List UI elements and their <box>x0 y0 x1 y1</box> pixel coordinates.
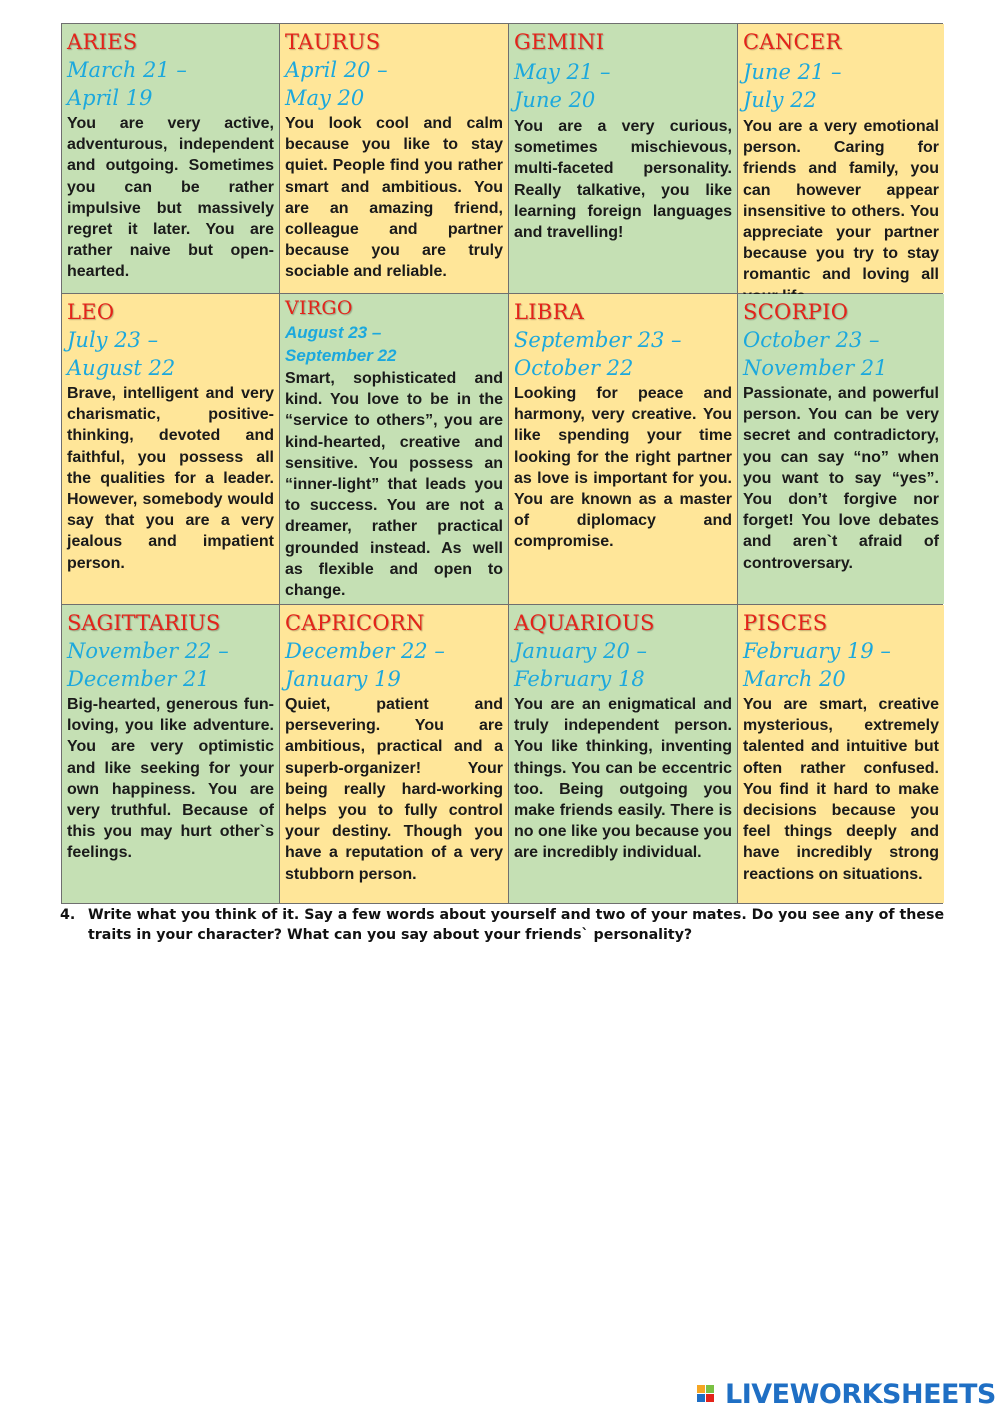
sign-description: Quiet, patient and persevering. You are ambitious, practical and a superb-organizer! Your being really hard-working helps you to fully control your destiny. Though you have a reputation of a very stubborn person. <box>285 696 503 883</box>
sign-name: CAPRICORN <box>285 611 425 635</box>
brand-logo <box>697 1378 996 1410</box>
zodiac-cell-sagittarius <box>62 605 280 903</box>
sign-date-start: September 23 – <box>514 328 682 352</box>
sign-date-end: October 22 <box>514 356 634 380</box>
sign-date-end: July 22 <box>743 88 817 112</box>
sign-date-start: July 23 – <box>67 328 159 352</box>
task-number: 4. <box>60 907 76 923</box>
zodiac-table <box>61 23 943 904</box>
sign-date-end: November 21 <box>743 356 888 380</box>
sign-description: Brave, intelligent and very charismatic, positive-thinking, devoted and faithful, you possess all the qualities for a leader. However, somebody would say that you are a very jealous and impatient person. <box>67 385 274 572</box>
sign-date-end: February 18 <box>514 667 645 691</box>
zodiac-cell-taurus <box>280 24 509 293</box>
zodiac-cell-leo <box>62 294 280 604</box>
zodiac-cell-gemini <box>509 24 738 293</box>
zodiac-row <box>62 605 942 903</box>
sign-date-end: December 21 <box>67 667 210 691</box>
sign-name: LEO <box>67 300 115 324</box>
zodiac-cell-libra <box>509 294 738 604</box>
sign-description: Smart, sophisticated and kind. You love to be in the “service to others”, you are kind-hearted, creative and sensitive. You possess an “inner-light” that leads you to success. You are not a dreamer, rather practical grounded instead. As well as flexible and open to change. <box>285 370 503 600</box>
sign-name: VIRGO <box>285 297 353 319</box>
sign-description: Big-hearted, generous fun-loving, you like adventure. You are very optimistic and like seeking for your own happiness. You are very truthful. Because of this you may hurt other`s feelings. <box>67 696 274 862</box>
sign-date-start: June 21 – <box>743 60 842 84</box>
sign-description: Passionate, and powerful person. You can be very secret and contradictory, you can say “no” when you want to say “yes”. You don’t forgive nor forget! You love debates and aren`t afraid of controversary. <box>743 385 939 572</box>
zodiac-cell-aquarious <box>509 605 738 903</box>
sign-date-start: May 21 – <box>514 60 611 84</box>
task-instruction <box>60 905 970 945</box>
sign-date-end: March 20 <box>743 667 846 691</box>
sign-name: PISCES <box>743 611 828 635</box>
sign-name: AQUARIOUS <box>514 611 655 635</box>
sign-date-start: March 21 – <box>67 58 187 82</box>
sign-description: You are a very emotional person. Caring for friends and family, you can however appear insensitive to others. You appreciate your partner because you try to stay romantic and loving all <box>743 118 939 284</box>
sign-date-start: October 23 – <box>743 328 880 352</box>
sign-name: LIBRA <box>514 300 585 324</box>
sign-description: Looking for peace and harmony, very creative. You like spending your time looking for the right partner as love is important for you. You are known as a master of diplomacy and compromise. <box>514 385 732 551</box>
zodiac-cell-cancer <box>738 24 944 293</box>
sign-date-start: February 19 – <box>743 639 891 663</box>
sign-date-start: April 20 – <box>285 58 388 82</box>
sign-date-end: June 20 <box>514 88 596 112</box>
zodiac-row <box>62 24 942 294</box>
task-text: Write what you think of it. Say a few words about yourself and two of your mates. Do you see any of these traits in your character? What can you say about your friends` personality? <box>88 907 945 943</box>
zodiac-cell-scorpio <box>738 294 944 604</box>
brand-name: LIVEWORKSHEETS <box>725 1378 996 1410</box>
sign-date-start: November 22 – <box>67 639 229 663</box>
sign-date-end: May 20 <box>285 86 365 110</box>
sign-name: TAURUS <box>285 30 381 54</box>
sign-description: You are smart, creative mysterious, extremely talented and intuitive but often rather confused. You find it hard to make decisions because you feel things deeply and have incredibly strong reactions on situations. <box>743 696 939 883</box>
sign-date-end: January 19 <box>285 667 401 691</box>
liveworksheets-logo-icon <box>697 1381 723 1407</box>
zodiac-cell-capricorn <box>280 605 509 903</box>
sign-date-start: December 22 – <box>285 639 445 663</box>
sign-description: You are very active, adventurous, independent and outgoing. Sometimes you can be rather impulsive but massively regret it later. You are rather naive but open-hearted. <box>67 115 274 281</box>
sign-date-start: January 20 – <box>514 639 647 663</box>
zodiac-row <box>62 294 942 605</box>
sign-name: SAGITTARIUS <box>67 611 221 635</box>
sign-date-start: August 23 – <box>285 323 382 342</box>
sign-description: You are an enigmatical and truly independent person. You like thinking, inventing things. You can be eccentric too. Being outgoing you make friends easily. There is no one like you because you are incredibly individual. <box>514 696 732 862</box>
sign-date-end: September 22 <box>285 346 397 365</box>
sign-name: GEMINI <box>514 30 605 54</box>
sign-description: You are a very curious, sometimes mischievous, multi-faceted personality. Really talkative, you like learning foreign languages and travelling! <box>514 118 732 242</box>
sign-date-end: August 22 <box>67 356 176 380</box>
zodiac-cell-pisces <box>738 605 944 903</box>
zodiac-cell-aries <box>62 24 280 293</box>
sign-name: ARIES <box>67 30 138 54</box>
sign-description: You look cool and calm because you like to stay quiet. People find you rather smart and ambitious. You are an amazing friend, colleague and partner because you are truly sociable and reliable. <box>285 115 503 281</box>
sign-name: SCORPIO <box>743 300 849 324</box>
zodiac-cell-virgo <box>280 294 509 604</box>
sign-name: CANCER <box>743 30 842 54</box>
sign-date-end: April 19 <box>67 86 153 110</box>
